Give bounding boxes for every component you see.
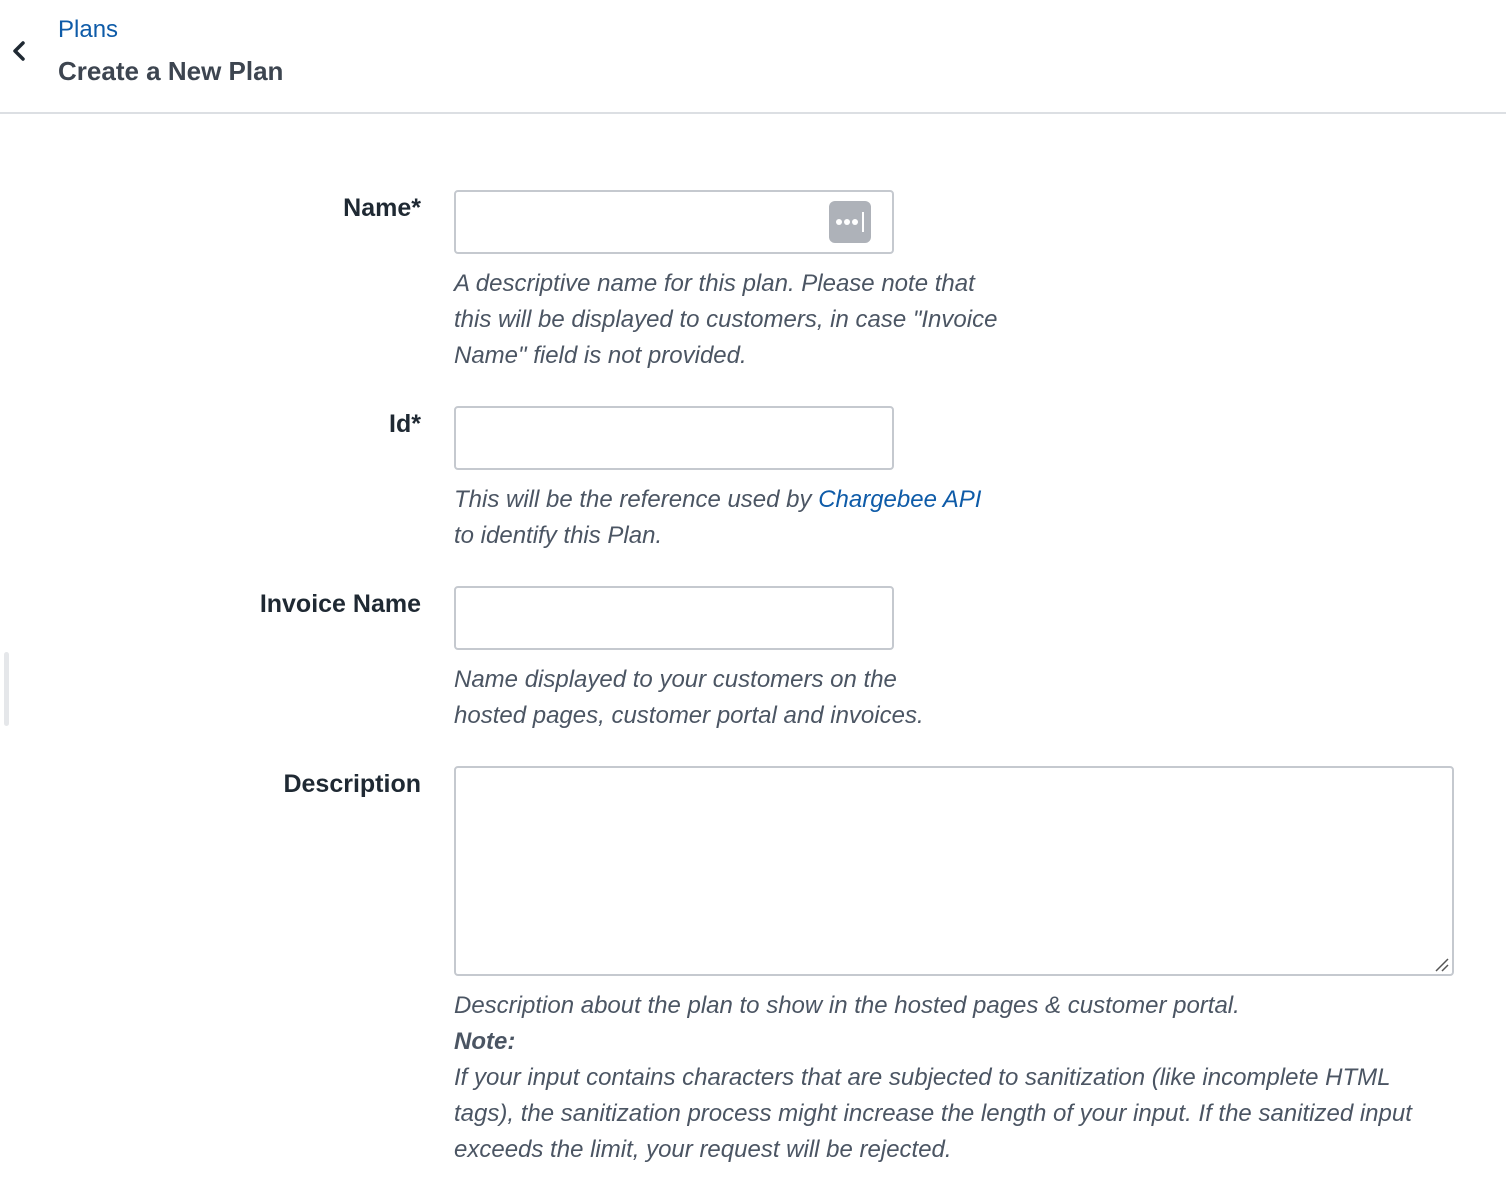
back-button[interactable] bbox=[6, 36, 32, 66]
description-help-text: Description about the plan to show in the hosted pages & customer portal. bbox=[454, 992, 1240, 1019]
page-title: Create a New Plan bbox=[58, 56, 284, 86]
note-text: If your input contains characters that are subjected to sanitization (like incomplete HTML tags), the sanitization process might increase the length of your input. If the sanitized input exceeds the limit, your request will be rejected. bbox=[454, 1064, 1412, 1163]
chevron-left-icon bbox=[6, 36, 32, 66]
description-textarea[interactable] bbox=[454, 766, 1454, 976]
scrollbar-handle[interactable] bbox=[4, 652, 9, 726]
description-help bbox=[454, 988, 1414, 1168]
description-label: Description bbox=[283, 770, 421, 798]
page-header bbox=[0, 0, 1506, 114]
password-manager-icon[interactable] bbox=[829, 201, 871, 243]
name-help-text: A descriptive name for this plan. Please note that this will be displayed to customers, in case "Invoice Name" field is not provided. bbox=[454, 270, 998, 369]
name-label: Name* bbox=[343, 194, 421, 222]
id-label: Id* bbox=[389, 410, 421, 438]
name-input[interactable] bbox=[454, 190, 894, 254]
invoice-name-label: Invoice Name bbox=[259, 590, 421, 618]
note-title: Note: bbox=[454, 1028, 516, 1055]
dots-icon bbox=[829, 201, 871, 243]
id-help-before: This will be the reference used by bbox=[454, 486, 812, 513]
chargebee-api-link[interactable]: Chargebee API bbox=[818, 486, 982, 513]
resize-grip-icon[interactable] bbox=[1433, 956, 1449, 972]
id-help-text bbox=[454, 482, 994, 554]
invoice-name-help-text: Name displayed to your customers on the hosted pages, customer portal and invoices. bbox=[454, 666, 924, 729]
id-input[interactable] bbox=[454, 406, 894, 470]
id-help-after: to identify this Plan. bbox=[454, 522, 663, 549]
invoice-name-input[interactable] bbox=[454, 586, 894, 650]
breadcrumb-plans-link[interactable]: Plans bbox=[58, 16, 119, 43]
